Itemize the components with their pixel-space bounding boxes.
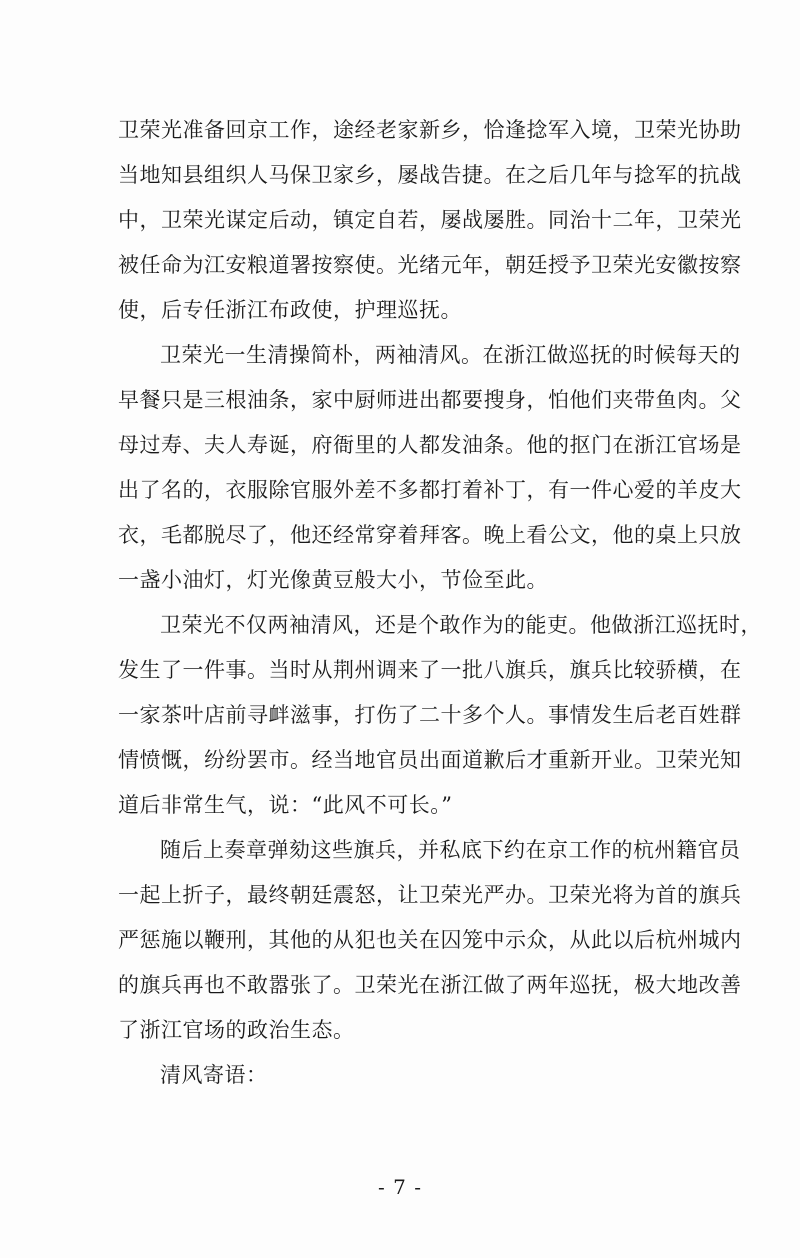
text-line: 了浙江官场的政治生态。 — [118, 1018, 355, 1042]
text-line: 衣，毛都脱尽了，他还经常穿着拜客。晚上看公文，他的桌上只放 — [118, 523, 742, 547]
text-line: 随后上奏章弹劾这些旗兵，并私底下约在京工作的杭州籍官员 — [160, 838, 741, 862]
page-number: - 7 - — [378, 1175, 422, 1199]
body-text — [118, 108, 762, 1098]
text-line: 卫荣光不仅两袖清风，还是个敢作为的能吏。他做浙江巡抚时， — [160, 613, 762, 637]
paragraph-4 — [118, 828, 742, 1053]
text-line: 一家茶叶店前寻衅滋事，打伤了二十多个人。事情发生后老百姓群 — [118, 703, 742, 727]
paragraph-5 — [118, 1053, 738, 1098]
text-line: 被任命为江安粮道署按察使。光绪元年，朝廷授予卫荣光安徽按察 — [118, 253, 742, 277]
paragraph-3 — [118, 603, 762, 828]
section-heading: 清风寄语： — [160, 1063, 268, 1087]
text-line: 早餐只是三根油条，家中厨师进出都要搜身，怕他们夹带鱼肉。父 — [118, 388, 742, 412]
text-line: 严惩施以鞭刑，其他的从犯也关在囚笼中示众，从此以后杭州城内 — [118, 928, 742, 952]
text-line: 一起上折子，最终朝廷震怒，让卫荣光严办。卫荣光将为首的旗兵 — [118, 883, 742, 907]
text-line: 卫荣光一生清操简朴，两袖清风。在浙江做巡抚的时候每天的 — [160, 343, 741, 367]
text-line: 道后非常生气，说：“此风不可长。” — [118, 793, 453, 817]
paragraph-1 — [118, 108, 742, 333]
text-line: 使，后专任浙江布政使，护理巡抚。 — [118, 298, 462, 322]
text-line: 卫荣光准备回京工作，途经老家新乡，恰逢捻军入境，卫荣光协助 — [118, 118, 742, 142]
text-line: 发生了一件事。当时从荆州调来了一批八旗兵，旗兵比较骄横，在 — [118, 658, 742, 682]
text-line: 一盏小油灯，灯光像黄豆般大小，节俭至此。 — [118, 568, 548, 592]
text-line: 母过寿、夫人寿诞，府衙里的人都发油条。他的抠门在浙江官场是 — [118, 433, 742, 457]
text-line: 情愤慨，纷纷罢市。经当地官员出面道歉后才重新开业。卫荣光知 — [118, 748, 742, 772]
text-line: 中，卫荣光谋定后动，镇定自若，屡战屡胜。同治十二年，卫荣光 — [118, 208, 742, 232]
text-line: 当地知县组织人马保卫家乡，屡战告捷。在之后几年与捻军的抗战 — [118, 163, 742, 187]
paragraph-2 — [118, 333, 742, 603]
text-line: 出了名的，衣服除官服外差不多都打着补丁，有一件心爱的羊皮大 — [118, 478, 742, 502]
text-line: 的旗兵再也不敢嚣张了。卫荣光在浙江做了两年巡抚，极大地改善 — [118, 973, 742, 997]
